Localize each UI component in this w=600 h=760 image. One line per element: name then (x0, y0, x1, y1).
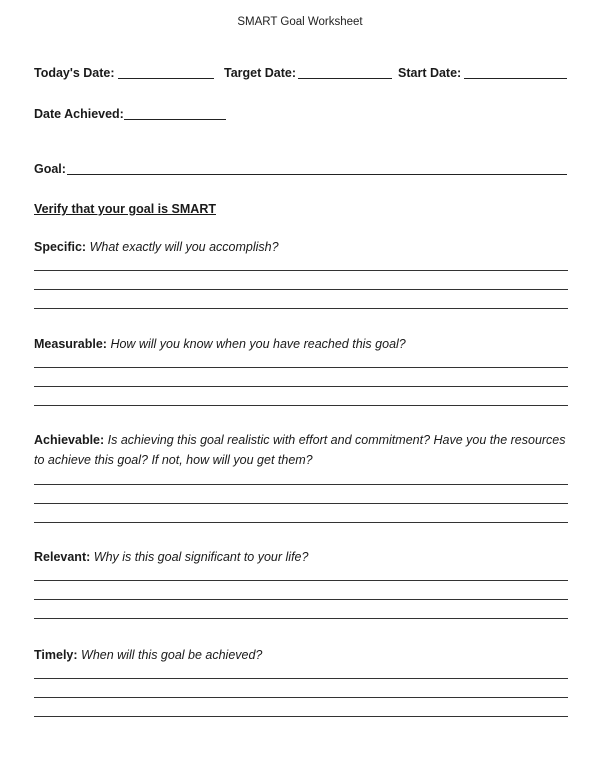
target-date-row (224, 66, 296, 80)
todays-date-row (34, 66, 115, 80)
specific-label: Specific: (34, 240, 87, 254)
relevant-question: Why is this goal significant to your life? (93, 550, 309, 564)
specific-answer-line[interactable] (34, 289, 568, 290)
measurable-section (34, 334, 568, 354)
start-date-field[interactable] (464, 78, 567, 79)
date-achieved-label: Date Achieved: (34, 107, 124, 121)
measurable-label: Measurable: (34, 337, 107, 351)
timely-answer-line[interactable] (34, 678, 568, 679)
achievable-answer-line[interactable] (34, 503, 568, 504)
goal-field[interactable] (67, 174, 567, 175)
measurable-question: How will you know when you have reached this goal? (110, 337, 406, 351)
specific-section (34, 237, 568, 257)
timely-answer-line[interactable] (34, 697, 568, 698)
timely-question: When will this goal be achieved? (81, 648, 263, 662)
measurable-answer-line[interactable] (34, 367, 568, 368)
target-date-label: Target Date: (224, 66, 297, 80)
start-date-label: Start Date: (398, 66, 462, 80)
specific-answer-line[interactable] (34, 308, 568, 309)
date-achieved-field[interactable] (124, 119, 226, 120)
relevant-section (34, 547, 568, 567)
target-date-field[interactable] (298, 78, 392, 79)
relevant-answer-line[interactable] (34, 580, 568, 581)
measurable-answer-line[interactable] (34, 405, 568, 406)
timely-answer-line[interactable] (34, 716, 568, 717)
timely-label: Timely: (34, 648, 78, 662)
page-title: SMART Goal Worksheet (237, 16, 363, 28)
specific-answer-line[interactable] (34, 270, 568, 271)
verify-heading: Verify that your goal is SMART (34, 202, 216, 216)
achievable-section (34, 430, 568, 470)
todays-date-field[interactable] (118, 78, 214, 79)
goal-row (34, 162, 66, 176)
timely-section (34, 645, 568, 665)
relevant-answer-line[interactable] (34, 599, 568, 600)
goal-label: Goal: (34, 162, 66, 176)
start-date-row (398, 66, 461, 80)
date-achieved-row (34, 107, 124, 121)
achievable-label: Achievable: (34, 433, 105, 447)
achievable-question: Is achieving this goal realistic with effort and commitment? Have you the resources to achieve this goal? If not, how will you get them? (34, 433, 566, 467)
todays-date-label: Today's Date: (34, 66, 115, 80)
achievable-answer-line[interactable] (34, 484, 568, 485)
measurable-answer-line[interactable] (34, 386, 568, 387)
relevant-answer-line[interactable] (34, 618, 568, 619)
achievable-answer-line[interactable] (34, 522, 568, 523)
specific-question: What exactly will you accomplish? (89, 240, 279, 254)
relevant-label: Relevant: (34, 550, 91, 564)
